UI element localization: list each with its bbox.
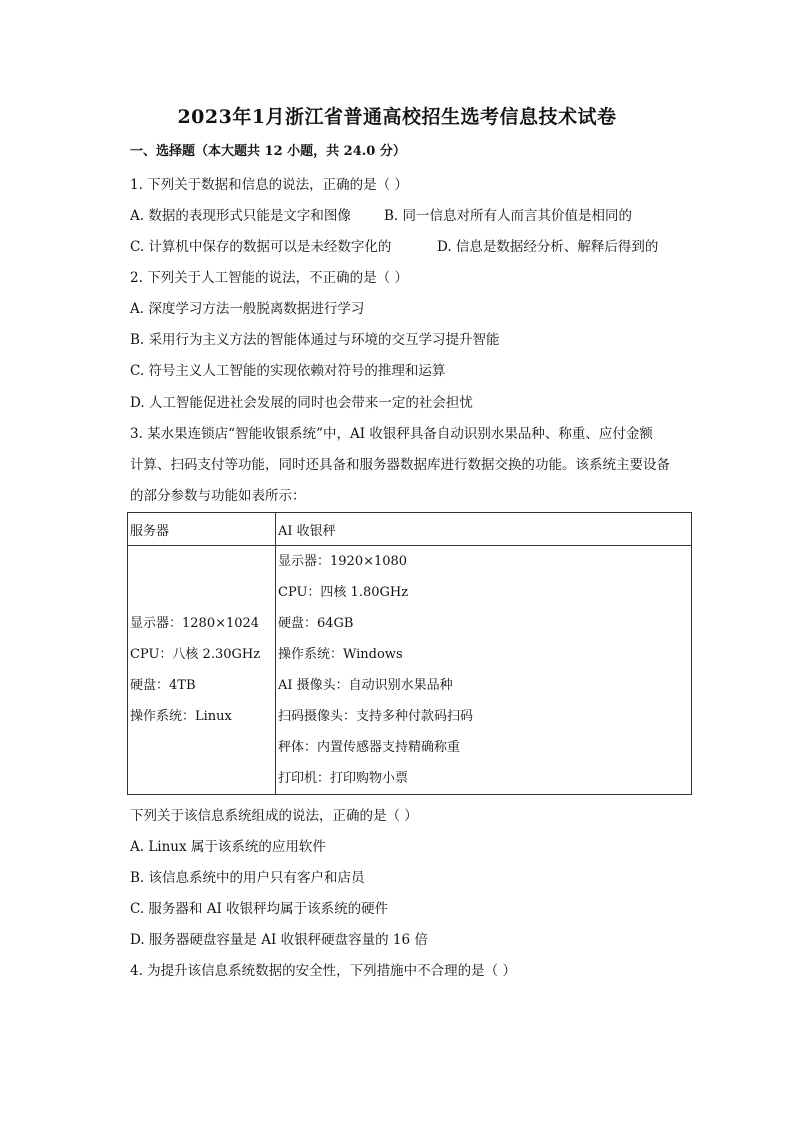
q2-option-b: B. 采用行为主义方法的智能体通过与环境的交互学习提升智能 bbox=[130, 332, 500, 348]
server-spec-os: 操作系统：Linux bbox=[130, 709, 232, 724]
q3-option-d: D. 服务器硬盘容量是 AI 收银秤硬盘容量的 16 倍 bbox=[130, 932, 428, 948]
scale-spec-display: 显示器：1920×1080 bbox=[278, 554, 408, 569]
table-header-server: 服务器 bbox=[128, 513, 276, 546]
q2-option-d: D. 人工智能促进社会发展的同时也会带来一定的社会担忧 bbox=[130, 395, 473, 411]
q1-stem: 1. 下列关于数据和信息的说法，正确的是（ ） bbox=[130, 177, 408, 193]
q3-option-a: A. Linux 属于该系统的应用软件 bbox=[130, 839, 326, 855]
q2-option-c: C. 符号主义人工智能的实现依赖对符号的推理和运算 bbox=[130, 363, 446, 379]
q3-stem-line1: 3. 某水果连锁店“智能收银系统”中，AI 收银秤具备自动识别水果品种、称重、应付金额 bbox=[130, 426, 653, 442]
q1-option-c: C. 计算机中保存的数据可以是未经数字化的 bbox=[130, 239, 392, 255]
device-spec-table bbox=[127, 512, 692, 795]
scale-spec-scan-camera: 扫码摄像头：支持多种付款码扫码 bbox=[278, 709, 474, 724]
q2-option-a: A. 深度学习方法一般脱离数据进行学习 bbox=[130, 301, 365, 317]
table-header-row bbox=[128, 513, 692, 546]
server-spec-display: 显示器：1280×1024 bbox=[130, 616, 260, 631]
scale-spec-os: 操作系统：Windows bbox=[278, 647, 403, 662]
q1-option-b: B. 同一信息对所有人而言其价值是相同的 bbox=[384, 208, 633, 224]
scale-spec-cell bbox=[276, 546, 692, 795]
scale-spec-printer: 打印机：打印购物小票 bbox=[278, 771, 409, 786]
q3-option-c: C. 服务器和 AI 收银秤均属于该系统的硬件 bbox=[130, 901, 389, 917]
q3-option-b: B. 该信息系统中的用户只有客户和店员 bbox=[130, 870, 365, 886]
server-spec-disk: 硬盘：4TB bbox=[130, 678, 196, 693]
exam-title: 2023年1月浙江省普通高校招生选考信息技术试卷 bbox=[177, 106, 617, 128]
scale-spec-cpu: CPU：四核 1.80GHz bbox=[278, 585, 409, 600]
server-spec-cell bbox=[128, 546, 276, 795]
q4-stem: 4. 为提升该信息系统数据的安全性，下列措施中不合理的是（ ） bbox=[130, 963, 516, 979]
scale-spec-ai-camera: AI 摄像头：自动识别水果品种 bbox=[278, 678, 453, 693]
table-row bbox=[128, 546, 692, 795]
scale-spec-weighing: 秤体：内置传感器支持精确称重 bbox=[278, 740, 461, 755]
q3-question: 下列关于该信息系统组成的说法，正确的是（ ） bbox=[130, 808, 418, 824]
q1-option-a: A. 数据的表现形式只能是文字和图像 bbox=[130, 208, 351, 224]
q3-stem-line2: 计算、扫码支付等功能，同时还具备和服务器数据库进行数据交换的功能。该系统主要设备 bbox=[130, 457, 670, 473]
q3-stem-line3: 的部分参数与功能如表所示： bbox=[130, 488, 306, 504]
scale-spec-disk: 硬盘：64GB bbox=[278, 616, 354, 631]
q1-option-d: D. 信息是数据经分析、解释后得到的 bbox=[437, 239, 659, 255]
q2-stem: 2. 下列关于人工智能的说法，不正确的是（ ） bbox=[130, 270, 408, 286]
server-spec-cpu: CPU：八核 2.30GHz bbox=[130, 647, 261, 662]
table-header-scale: AI 收银秤 bbox=[276, 513, 692, 546]
section-heading: 一、选择题（本大题共 12 小题，共 24.0 分） bbox=[130, 144, 406, 159]
